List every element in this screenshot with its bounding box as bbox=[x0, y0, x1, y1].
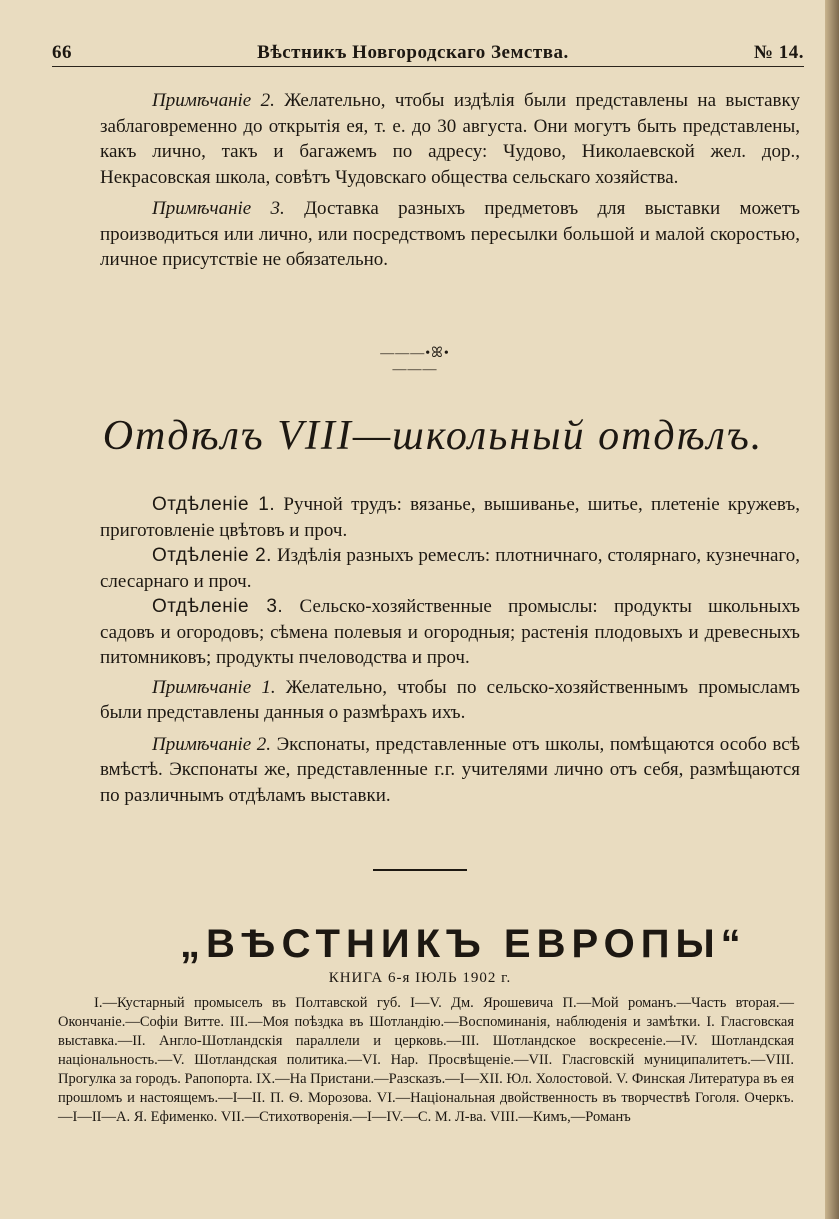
note-text: Желательно, чтобы издѣлія были представлены на выставку заблаговременно до открытія ея, т. е. до 30 августа. Они могутъ быть представлены, какъ лично, такъ и багажемъ по адресу: Чудово, Николаевской жел. дор., Некрасовская школа, совѣтъ Чудовскаго общества сельскаго хозяйства. bbox=[100, 90, 800, 188]
advert-title: „ВѢСТНИКЪ ЕВРОПЫ“ bbox=[180, 922, 747, 966]
page-number: 66 bbox=[52, 42, 72, 63]
running-header bbox=[52, 36, 804, 64]
advert-contents-text: I.—Кустарный промыселъ въ Полтавской губ. I—V. Дм. Ярошевича П.—Мой романъ.—Часть вторая.—Окончаніе.—Софіи Витте. III.—Моя поѣздка въ Шотландію.—Воспоминанія, наблюденія и замѣтки. I. Гласговская выставка.—II. Англо-Шотландскія параллели и церковь.—III. Шотландское воскресеніе.—IV. Шотландская національность.—V. Шотландская политика.—VI. Нар. Просвѣщеніе.—VII. Гласговскій муниципалитетъ.—VIII. Прогулка за городъ. Рапопорта. IX.—На Пристани.—Разсказъ.—I—XII. Юл. Холостовой. V. Финская Литература въ ея прошломъ и настоящемъ.—I—II. П. Ѳ. Морозова. VI.—Національная двойственность въ творчествѣ Гоголя. Очеркъ.—I—II—А. Я. Ефименко. VII.—Стихотворенія.—I—IV.—С. М. Л-ва. VIII.—Кимъ,—Романъ bbox=[58, 995, 794, 1125]
notes-top bbox=[100, 88, 800, 273]
department-paragraph bbox=[100, 594, 800, 671]
header-rule bbox=[52, 66, 804, 67]
section-rule bbox=[373, 869, 467, 871]
department-paragraph bbox=[100, 543, 800, 594]
department-text: Сельско-хозяйственные промыслы: продукты школьныхъ садовъ и огородовъ; сѣмена полевыя и огородныя; растенія плодовыхъ и древесныхъ питомниковъ; продукты пчеловодства и проч. bbox=[100, 596, 801, 668]
note-paragraph bbox=[100, 196, 800, 273]
department-text: Издѣлія разныхъ ремеслъ: плотничнаго, столярнаго, кузнечнаго, слесарнаго и проч. bbox=[100, 545, 801, 592]
section-title: Отдѣлъ VIII—школьный отдѣлъ. bbox=[102, 413, 764, 459]
department-label: Отдѣленіе 2. bbox=[152, 545, 272, 566]
note-paragraph bbox=[100, 732, 800, 809]
note-label: Примѣчаніе 2. bbox=[152, 733, 272, 755]
note-label: Примѣчаніе 3. bbox=[152, 198, 285, 219]
issue-number: № 14. bbox=[753, 42, 804, 63]
note-label: Примѣчаніе 2. bbox=[152, 90, 275, 111]
note-text: Желательно, чтобы по сельско-хозяйственнымъ промысламъ были представлены данныя о размѣрахъ ихъ. bbox=[100, 676, 800, 723]
advert-contents bbox=[58, 994, 794, 1127]
note-paragraph bbox=[100, 675, 800, 726]
department-label: Отдѣленіе 3. bbox=[152, 596, 284, 617]
note-text: Экспонаты, представленные отъ школы, помѣщаются особо всѣ вмѣстѣ. Экспонаты же, представленные г.г. учителями лично отъ себя, размѣщаются по различнымъ отдѣламъ выставки. bbox=[100, 733, 800, 806]
departments-list bbox=[100, 492, 800, 808]
advert-subtitle: КНИГА 6-я ІЮЛЬ 1902 г. bbox=[328, 970, 512, 986]
page-edge-shadow bbox=[825, 0, 839, 1219]
note-label: Примѣчаніе 1. bbox=[152, 676, 276, 698]
department-paragraph bbox=[100, 492, 800, 543]
department-text: Ручной трудъ: вязанье, вышиванье, шитье, плетеніе кружевъ, приготовленіе цвѣтовъ и проч. bbox=[100, 494, 801, 541]
journal-header-title: Вѣстникъ Новгородскаго Земства. bbox=[257, 42, 569, 63]
ornament-divider: ———•ꕤ•——— bbox=[380, 346, 450, 377]
note-text: Доставка разныхъ предметовъ для выставки можетъ производиться или лично, или посредствомъ пересылки большой и малой скоростью, личное присутствіе не обязательно. bbox=[100, 198, 800, 270]
department-label: Отдѣленіе 1. bbox=[152, 494, 276, 515]
note-paragraph bbox=[100, 88, 800, 190]
